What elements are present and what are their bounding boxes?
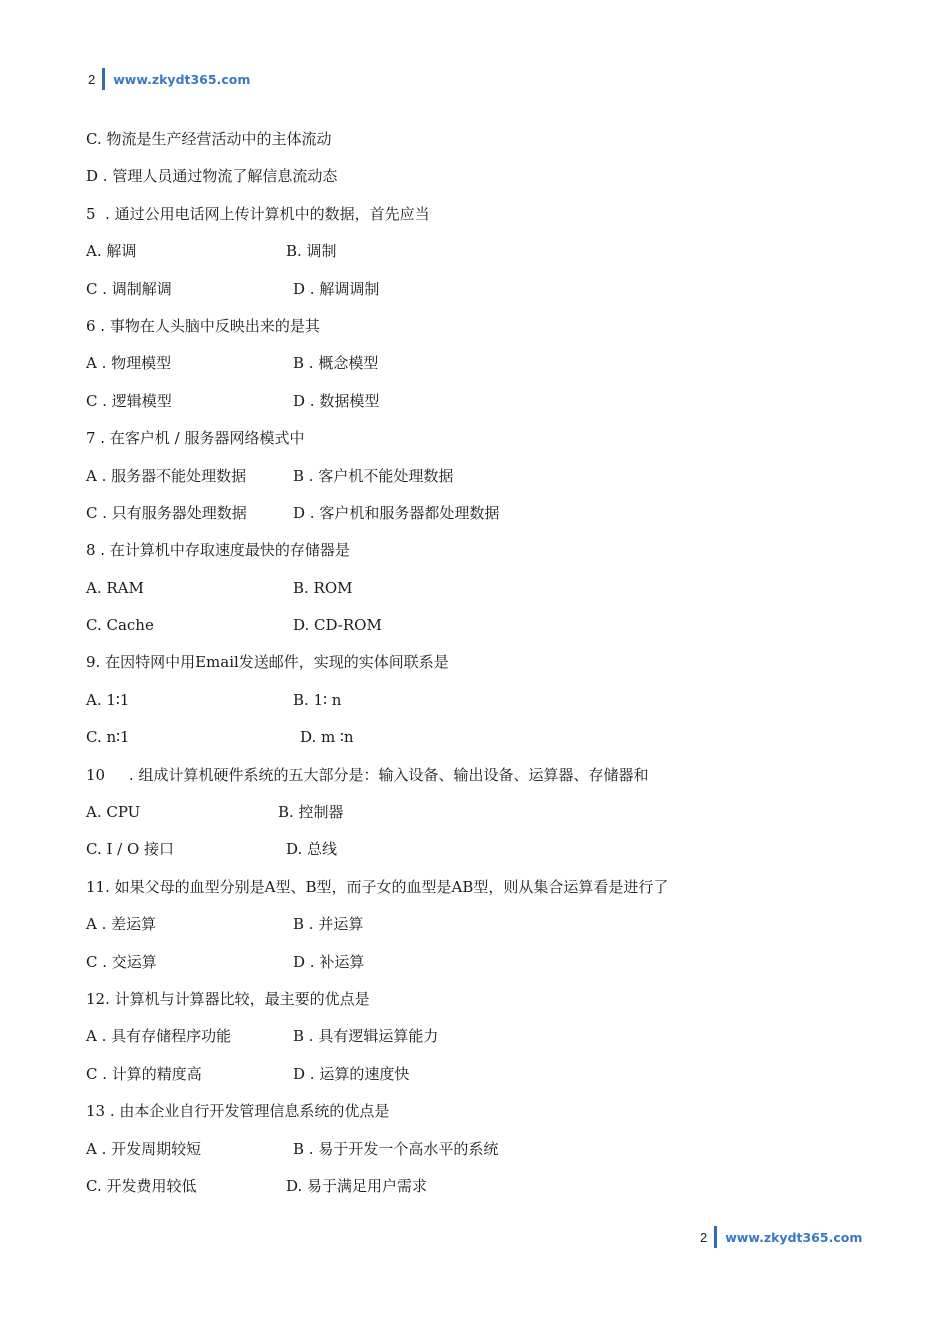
header-divider [102,68,105,90]
option-c: C . 交运算 [86,952,157,971]
options-row [86,797,866,834]
question-13: 13 . 由本企业自行开发管理信息系统的优点是 [86,1102,390,1121]
option-b: B . 概念模型 [293,354,379,373]
footer-site-link[interactable]: www.zkydt365.com [725,1229,863,1245]
question-9: 9. 在因特网中用Email发送邮件，实现的实体间联系是 [86,653,449,672]
question-12: 12. 计算机与计算器比较，最主要的优点是 [86,989,370,1008]
option-a: A. 1∶1 [86,690,130,709]
option-a: A. RAM [86,578,144,597]
option-a: A . 开发周期较短 [86,1139,202,1158]
options-row [86,834,866,871]
options-row [86,274,866,311]
options-row [86,348,866,385]
option-d: D . 数据模型 [293,391,380,410]
options-row [86,1134,866,1171]
option-c: C. 开发费用较低 [86,1176,197,1195]
option-c: C. Cache [86,616,154,635]
option-c: C. I / O 接口 [86,840,175,859]
option-a: A. CPU [86,803,141,822]
option-a: A. 解调 [86,242,137,261]
option-b: B. 控制器 [278,803,344,822]
option-a: A . 服务器不能处理数据 [86,466,247,485]
question-8: 8 . 在计算机中存取速度最快的存储器是 [86,541,350,560]
page-footer [700,1226,862,1248]
page-header [88,68,250,90]
option-b: B. 调制 [286,242,337,261]
option-d: D. 总线 [286,840,338,859]
option-d: D . 补运算 [293,952,365,971]
options-row [86,722,866,759]
option-c: C. n∶1 [86,728,130,747]
question-10: 10 . 组成计算机硬件系统的五大部分是：输入设备、输出设备、运算器、存储器和 [86,765,649,784]
option-b: B . 并运算 [293,915,364,934]
question-6: 6 . 事物在人头脑中反映出来的是其 [86,316,320,335]
options-row [86,1059,866,1096]
options-row [86,685,866,722]
options-row [86,947,866,984]
option-b: B . 客户机不能处理数据 [293,466,454,485]
options-row [86,909,866,946]
options-row [86,573,866,610]
header-page-number: 2 [88,71,96,87]
option-a: A . 具有存储程序功能 [86,1027,232,1046]
option-c: C . 只有服务器处理数据 [86,503,247,522]
option-b: B . 具有逻辑运算能力 [293,1027,439,1046]
option-c: C . 逻辑模型 [86,391,172,410]
option-d: D . 解调调制 [293,279,380,298]
option-d: D. 易于满足用户需求 [286,1176,428,1195]
header-site-link[interactable]: www.zkydt365.com [113,71,251,87]
option-b: B . 易于开发一个高水平的系统 [293,1139,499,1158]
option-a: A . 物理模型 [86,354,172,373]
option-a: A . 差运算 [86,915,157,934]
option-d: D . 客户机和服务器都处理数据 [293,503,500,522]
option-d: D . 运算的速度快 [293,1064,410,1083]
option-c: C . 调制解调 [86,279,172,298]
question-5: 5 . 通过公用电话网上传计算机中的数据，首先应当 [86,204,430,223]
option-b: B. 1∶ n [293,690,342,709]
option-line: D . 管理人员通过物流了解信息流动态 [86,167,338,186]
option-b: B. ROM [293,578,353,597]
question-7: 7 . 在客户机 / 服务器网络模式中 [86,429,305,448]
options-row [86,236,866,273]
options-row [86,386,866,423]
option-c: C . 计算的精度高 [86,1064,202,1083]
options-row [86,461,866,498]
options-row [86,1021,866,1058]
question-content [86,124,866,1208]
footer-page-number: 2 [700,1229,708,1245]
options-row [86,498,866,535]
option-d: D. m ∶n [300,728,354,747]
options-row [86,1171,866,1208]
footer-divider [714,1226,717,1248]
option-line: C. 物流是生产经营活动中的主体流动 [86,130,332,148]
option-d: D. CD-ROM [293,616,382,635]
question-11: 11. 如果父母的血型分别是A型、B型，而子女的血型是AB型，则从集合运算看是进行了 [86,877,669,896]
options-row [86,610,866,647]
